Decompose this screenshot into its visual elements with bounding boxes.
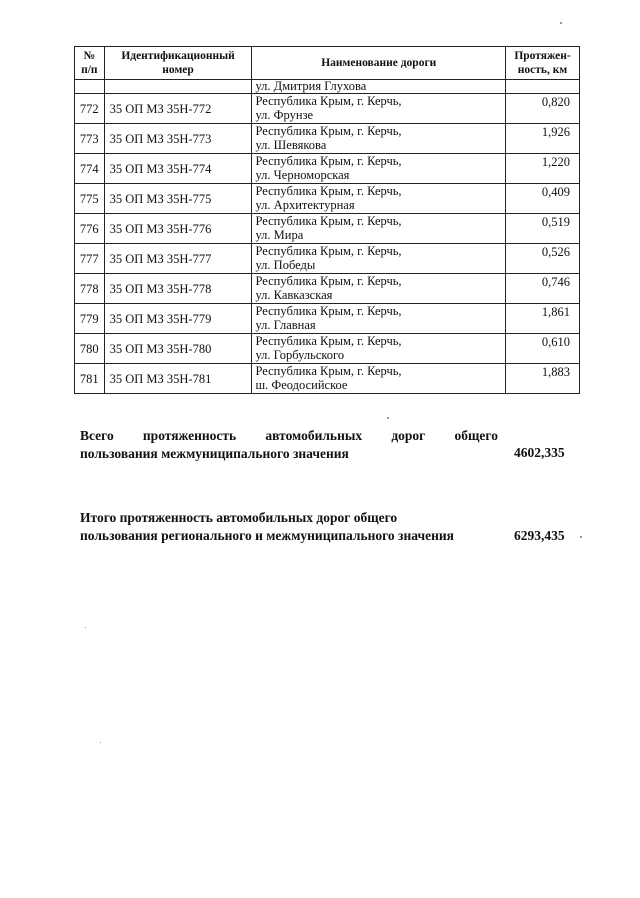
header-number-line-2: п/п [81,64,98,76]
summary-total-line-2: пользования регионального и межмуниципального значения [80,528,454,543]
row-identifier: 35 ОП МЗ 35Н-774 [104,154,252,184]
summary-word: общего [454,428,498,443]
table-row [75,184,580,214]
row-identifier: 35 ОП МЗ 35Н-778 [104,274,252,304]
table-row-continuation [75,80,580,94]
row-road-name [252,334,506,364]
row-road-name-line-2: ул. Победы [255,258,316,272]
row-identifier: 35 ОП МЗ 35Н-772 [104,94,252,124]
row-number: 780 [75,334,105,364]
row-identifier: 35 ОП МЗ 35Н-781 [104,364,252,394]
scan-speck [560,22,562,24]
continuation-id-cell [104,80,252,94]
summary-intermunicipal-line-1 [80,427,498,445]
row-road-name [252,364,506,394]
row-road-name [252,184,506,214]
row-road-name-line-2: ул. Горбульского [255,348,345,362]
continuation-length-cell [506,80,580,94]
row-number: 778 [75,274,105,304]
scan-speck [387,417,389,419]
row-road-name-line-1: Республика Крым, г. Керчь, [255,244,402,258]
table-row [75,304,580,334]
row-identifier: 35 ОП МЗ 35Н-779 [104,304,252,334]
summary-word: автомобильных [265,428,363,443]
summary-intermunicipal-value: 4602,335 [514,445,565,460]
header-length-line-1: Протяжен- [514,50,571,62]
continuation-road-name: ул. Дмитрия Глухова [252,80,506,94]
row-length: 0,820 [506,94,580,124]
row-identifier: 35 ОП МЗ 35Н-780 [104,334,252,364]
table-row [75,214,580,244]
table-row [75,334,580,364]
row-number: 779 [75,304,105,334]
row-road-name [252,124,506,154]
summary-intermunicipal [80,427,498,463]
row-identifier: 35 ОП МЗ 35Н-777 [104,244,252,274]
table-row [75,154,580,184]
row-length: 1,220 [506,154,580,184]
row-road-name [252,94,506,124]
row-road-name-line-1: Республика Крым, г. Керчь, [255,124,402,138]
row-number: 776 [75,214,105,244]
row-road-name [252,214,506,244]
row-road-name-line-1: Республика Крым, г. Керчь, [255,334,402,348]
summary-word: Всего [80,428,114,443]
table-row [75,274,580,304]
table-body [75,80,580,394]
row-road-name-line-2: ул. Мира [255,228,304,242]
row-identifier: 35 ОП МЗ 35Н-775 [104,184,252,214]
row-road-name-line-1: Республика Крым, г. Керчь, [255,94,402,108]
row-road-name-line-2: ул. Архитектурная [255,198,355,212]
scan-speck [580,536,582,538]
row-length: 0,610 [506,334,580,364]
row-length: 0,409 [506,184,580,214]
header-length-line-2: ность, км [517,64,568,76]
row-length: 0,519 [506,214,580,244]
row-number: 772 [75,94,105,124]
row-length: 1,861 [506,304,580,334]
table-header-row [75,47,580,80]
continuation-num-cell [75,80,105,94]
row-road-name [252,154,506,184]
header-road-name: Наименование дороги [252,47,506,80]
row-road-name-line-2: ул. Шевякова [255,138,327,152]
table-row [75,244,580,274]
row-road-name-line-2: ул. Фрунзе [255,108,314,122]
header-length [506,47,580,80]
row-road-name-line-1: Республика Крым, г. Керчь, [255,274,402,288]
header-identifier-line-1: Идентификационный [121,50,235,62]
row-length: 1,883 [506,364,580,394]
row-road-name [252,304,506,334]
table-row [75,94,580,124]
summary-intermunicipal-line-2: пользования межмуниципального значения [80,446,349,461]
header-identifier-line-2: номер [162,64,194,76]
row-number: 777 [75,244,105,274]
row-road-name-line-1: Республика Крым, г. Керчь, [255,154,402,168]
row-road-name-line-1: Республика Крым, г. Керчь, [255,364,402,378]
row-length: 0,526 [506,244,580,274]
row-road-name-line-2: ул. Главная [255,318,316,332]
header-number-line-1: № [83,50,96,62]
header-number [75,47,105,80]
row-road-name-line-2: ул. Кавказская [255,288,333,302]
row-road-name-line-1: Республика Крым, г. Керчь, [255,214,402,228]
row-length: 1,926 [506,124,580,154]
row-length: 0,746 [506,274,580,304]
row-number: 781 [75,364,105,394]
scan-speck [85,627,86,628]
header-identifier [104,47,252,80]
row-road-name-line-2: ш. Феодосийское [255,378,348,392]
roads-table [74,46,580,394]
row-road-name-line-1: Республика Крым, г. Керчь, [255,184,402,198]
summary-total-value: 6293,435 [514,528,565,543]
scan-speck [100,742,101,743]
summary-total-line-1: Итого протяженность автомобильных дорог общего [80,510,398,525]
row-road-name-line-2: ул. Черноморская [255,168,350,182]
table-row [75,364,580,394]
row-number: 775 [75,184,105,214]
row-identifier: 35 ОП МЗ 35Н-776 [104,214,252,244]
row-road-name [252,274,506,304]
table-row [75,124,580,154]
summary-word: протяженность [142,428,237,443]
row-road-name [252,244,506,274]
row-identifier: 35 ОП МЗ 35Н-773 [104,124,252,154]
row-number: 774 [75,154,105,184]
row-road-name-line-1: Республика Крым, г. Керчь, [255,304,402,318]
summary-word: дорог [391,428,426,443]
row-number: 773 [75,124,105,154]
summary-total [80,509,454,545]
